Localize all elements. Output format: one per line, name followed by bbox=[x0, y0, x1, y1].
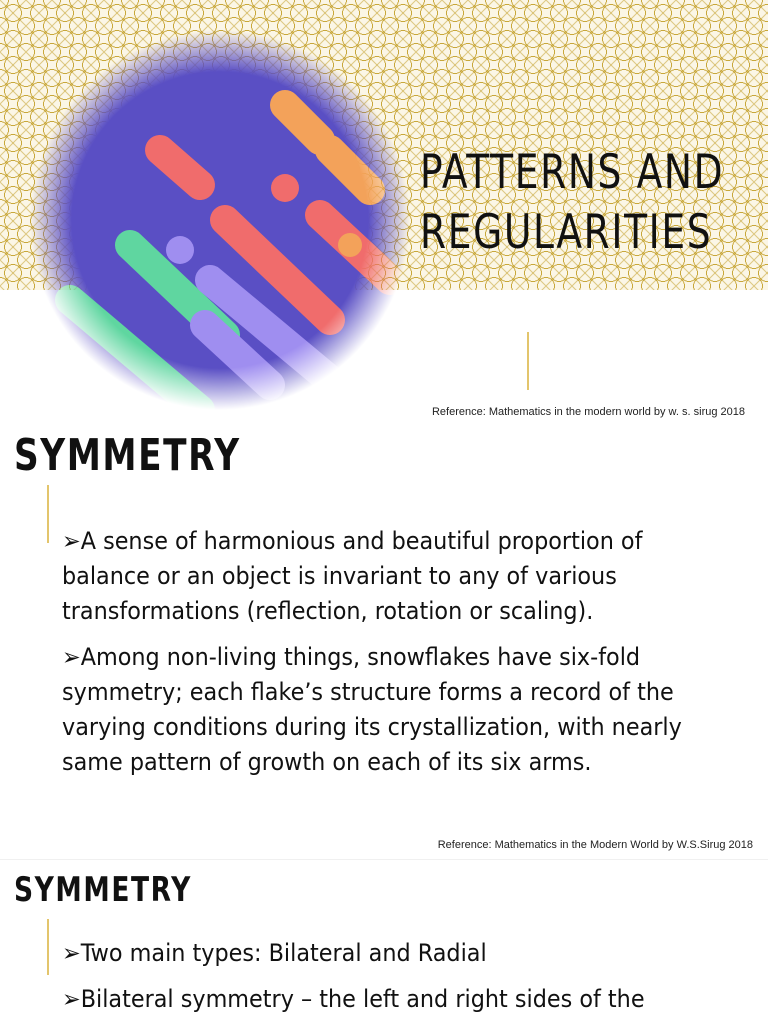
bullet-text: A sense of harmonious and beautiful proportion of balance or an object is invariant to any of various transformations (reflection, rotation or scaling). bbox=[62, 527, 643, 625]
gold-divider bbox=[47, 919, 49, 975]
gold-divider bbox=[527, 332, 529, 390]
title-slide bbox=[0, 0, 768, 430]
arrow-bullet-icon: ➢ bbox=[62, 527, 81, 555]
reference-text: Reference: Mathematics in the modern world by w. s. sirug 2018 bbox=[431, 406, 745, 418]
slide-title bbox=[420, 143, 725, 263]
reference-text: Reference: Mathematics in the Modern World by W.S.Sirug 2018 bbox=[437, 839, 753, 851]
slide-separator bbox=[0, 859, 768, 860]
arrow-bullet-icon: ➢ bbox=[62, 985, 81, 1013]
bullet-paragraph bbox=[62, 640, 690, 780]
decorative-circle-illustration bbox=[30, 30, 410, 410]
arrow-bullet-icon: ➢ bbox=[62, 939, 81, 967]
symmetry-heading: SYMMETRY bbox=[14, 430, 241, 481]
bullet-text: Among non-living things, snowflakes have six-fold symmetry; each flake’s structure forms a record of the varying conditions during its crystallization, with nearly same pattern of growth on each of its six arms. bbox=[62, 643, 682, 776]
gold-divider bbox=[47, 485, 49, 543]
bullet-paragraph bbox=[62, 982, 690, 1017]
bullet-paragraph bbox=[62, 524, 690, 629]
bullet-text: Two main types: Bilateral and Radial bbox=[80, 939, 487, 967]
arrow-bullet-icon: ➢ bbox=[62, 643, 81, 671]
symmetry-heading: SYMMETRY bbox=[14, 870, 192, 910]
bullet-paragraph bbox=[62, 936, 690, 971]
bullet-text: Bilateral symmetry – the left and right sides of the bbox=[80, 985, 645, 1013]
title-line-2: REGULARITIES bbox=[420, 205, 713, 260]
title-line-1: PATTERNS AND bbox=[420, 145, 725, 200]
